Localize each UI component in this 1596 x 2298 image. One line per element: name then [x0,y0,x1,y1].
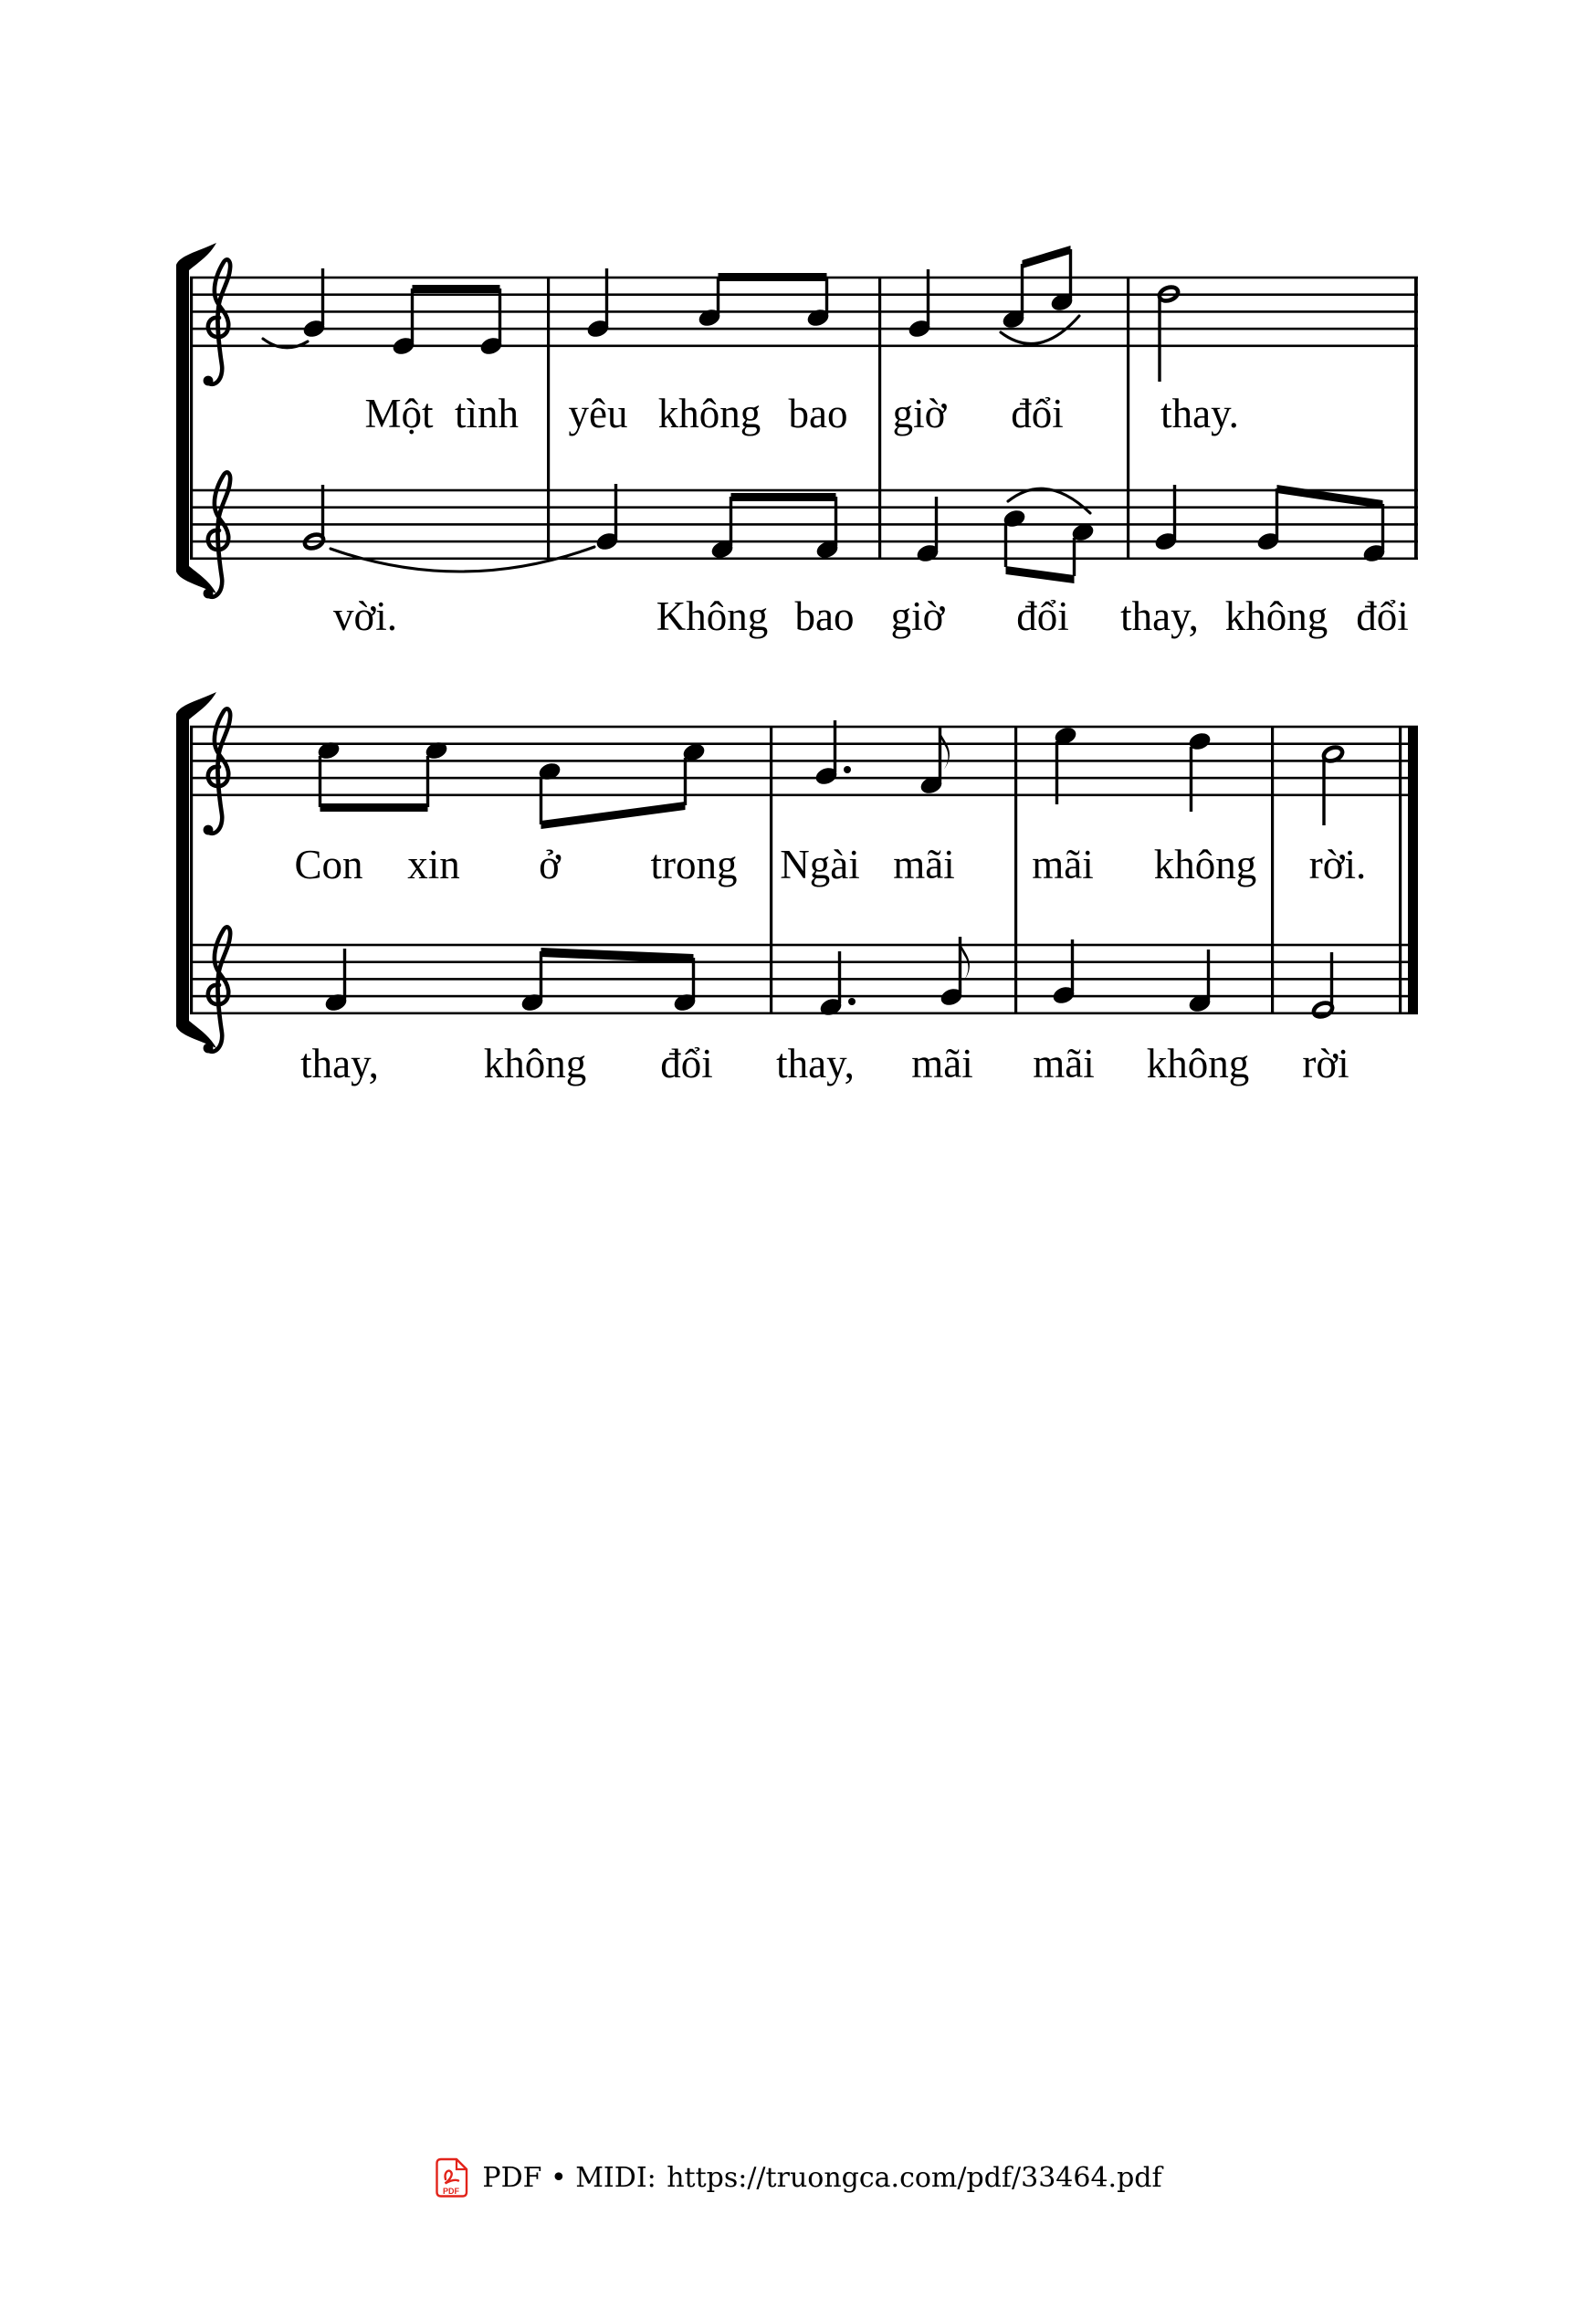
staff-line [190,1013,1418,1015]
barline [1014,727,1017,1013]
staff-line [190,489,1418,492]
barline [547,278,550,559]
lyric-word: rời [1302,1041,1349,1086]
pdf-icon-label: PDF [443,2187,460,2196]
lyric-word: rời. [1308,842,1367,887]
lyric-word: thay, [776,1041,855,1086]
lyric-word: thay. [1160,391,1239,436]
lyric-word: đổi [1356,593,1409,639]
lyric-word: trong [650,842,738,887]
lyric-word: bao [788,391,848,436]
beam [413,285,500,293]
staff-line [190,345,1418,348]
footer-text [482,2162,1161,2194]
lyric-word: thay, [300,1041,379,1086]
staff-line [190,995,1418,998]
lyric-word: không [483,1041,587,1086]
lyric-word: ở [539,842,561,887]
lyric-word: Con [294,842,363,887]
staff-line [190,960,1418,963]
lyric-word: giờ [892,391,947,436]
slur [1008,488,1090,513]
lyric-word: tình [454,391,520,436]
lyric-word: thay, [1120,593,1199,639]
system-start-barline [190,278,193,559]
staff-line [190,558,1418,561]
staff-line [190,726,1418,729]
lyric-word: mãi [1033,1041,1095,1086]
lyric-word: bao [794,593,855,639]
lyric-word: yêu [568,391,628,436]
barline [878,278,881,559]
staff-line [190,777,1418,780]
lyric-word: không [657,391,761,436]
staff-line [190,760,1418,762]
bracket-wing [176,243,216,270]
end-barline [1414,278,1418,559]
staff-line [190,506,1418,509]
barline [770,727,772,1013]
beam [320,803,428,812]
beam [731,493,836,501]
footer-link[interactable]: https://truongca.com/pdf/33464.pdf [667,2162,1162,2194]
augmentation-dot [844,766,851,773]
lyric-word: không [1224,593,1328,639]
beam [541,802,686,829]
lyric-word: không [1153,842,1257,887]
final-thin-barline [1399,727,1402,1013]
lyric-word: Ngài [780,842,860,887]
lyric-word: xin [407,842,460,887]
lyric-word: đổi [1011,391,1064,436]
footer [0,2157,1596,2198]
note-head-half [1312,1001,1335,1019]
pdf-file-icon[interactable] [434,2157,470,2198]
staff-line [190,944,1418,947]
system-start-barline [190,727,193,1013]
beam [1006,566,1075,583]
barline [1127,278,1129,559]
lyric-word: đổi [660,1041,713,1086]
staff-line [190,328,1418,331]
lyric-word: mãi [911,1041,973,1086]
lyric-word: giờ [890,593,945,639]
staff-line [190,310,1418,313]
beam [1277,485,1383,509]
footer-label: PDF • MIDI: [482,2162,656,2194]
beam [719,273,827,281]
lyric-word: Một [364,391,434,436]
final-thick-barline [1408,727,1418,1013]
lyric-word: Không [656,593,769,639]
lyric-word: vời. [332,593,398,639]
staff-line [190,293,1418,296]
system-bracket [176,270,189,566]
lyric-word: đổi [1016,593,1069,639]
bracket-wing [176,692,216,719]
lyric-word: mãi [1032,842,1094,887]
staff-line [190,794,1418,797]
staff-line [190,978,1418,981]
lyric-word: mãi [893,842,955,887]
staff-line [190,742,1418,745]
beam [1023,246,1071,268]
lyric-word: không [1146,1041,1250,1086]
staff-line [190,523,1418,526]
augmentation-dot [848,998,856,1005]
barline [1271,727,1274,1013]
staff-line [190,540,1418,543]
system-bracket [176,719,189,1021]
